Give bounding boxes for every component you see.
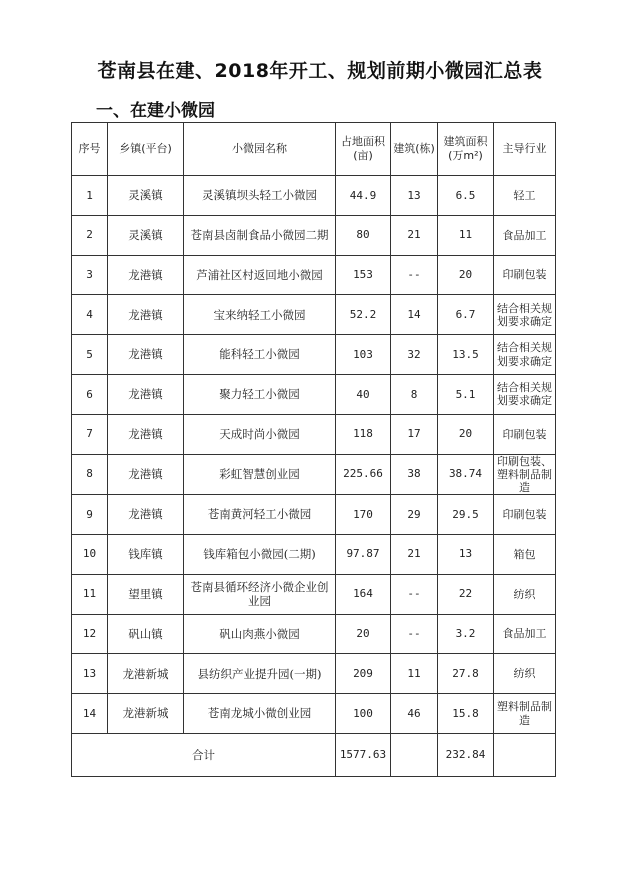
cell-industry: 印刷包装: [494, 414, 556, 454]
cell-floor-area: 22: [438, 574, 494, 614]
cell-area: 209: [336, 654, 391, 694]
cell-name: 苍南龙城小微创业园: [184, 694, 336, 734]
cell-floor-area: 13: [438, 534, 494, 574]
cell-floor-area: 11: [438, 215, 494, 255]
cell-index: 4: [72, 295, 108, 335]
cell-floor-area: 20: [438, 414, 494, 454]
cell-industry: 食品加工: [494, 614, 556, 654]
cell-town: 钱库镇: [108, 534, 184, 574]
cell-name: 灵溪镇坝头轻工小微园: [184, 176, 336, 216]
cell-buildings: 17: [391, 414, 438, 454]
cell-buildings: 46: [391, 694, 438, 734]
cell-area: 40: [336, 374, 391, 414]
cell-area: 103: [336, 335, 391, 375]
cell-buildings: 13: [391, 176, 438, 216]
cell-industry: 结合相关规划要求确定: [494, 295, 556, 335]
cell-name: 芦浦社区村返回地小微园: [184, 255, 336, 295]
table-row: [72, 574, 556, 614]
cell-index: 5: [72, 335, 108, 375]
cell-floor-area: 29.5: [438, 495, 494, 535]
cell-index: 6: [72, 374, 108, 414]
summary-table: [71, 122, 556, 777]
cell-name: 苍南县循环经济小微企业创业园: [184, 574, 336, 614]
cell-town: 矾山镇: [108, 614, 184, 654]
cell-buildings: 14: [391, 295, 438, 335]
cell-area: 225.66: [336, 454, 391, 495]
cell-town: 龙港镇: [108, 495, 184, 535]
cell-buildings: --: [391, 614, 438, 654]
cell-buildings: --: [391, 574, 438, 614]
cell-floor-area: 27.8: [438, 654, 494, 694]
cell-buildings: 21: [391, 534, 438, 574]
cell-buildings: --: [391, 255, 438, 295]
cell-buildings: 38: [391, 454, 438, 495]
cell-index: 2: [72, 215, 108, 255]
cell-floor-area: 6.7: [438, 295, 494, 335]
cell-floor-area: 5.1: [438, 374, 494, 414]
table-row: [72, 654, 556, 694]
table-row: [72, 414, 556, 454]
cell-area: 97.87: [336, 534, 391, 574]
cell-index: 1: [72, 176, 108, 216]
cell-name: 聚力轻工小微园: [184, 374, 336, 414]
cell-industry: 纺织: [494, 574, 556, 614]
cell-floor-area: 20: [438, 255, 494, 295]
cell-town: 灵溪镇: [108, 176, 184, 216]
cell-floor-area: 15.8: [438, 694, 494, 734]
cell-index: 12: [72, 614, 108, 654]
cell-town: 龙港镇: [108, 374, 184, 414]
cell-town: 龙港镇: [108, 295, 184, 335]
cell-area: 52.2: [336, 295, 391, 335]
cell-industry: 纺织: [494, 654, 556, 694]
cell-index: 13: [72, 654, 108, 694]
cell-industry: 箱包: [494, 534, 556, 574]
header-floor-area: 建筑面积(万m²): [438, 123, 494, 176]
total-industry: [494, 733, 556, 776]
cell-industry: 印刷包装: [494, 255, 556, 295]
header-index: 序号: [72, 123, 108, 176]
cell-area: 20: [336, 614, 391, 654]
cell-floor-area: 38.74: [438, 454, 494, 495]
cell-index: 11: [72, 574, 108, 614]
cell-name: 县纺织产业提升园(一期): [184, 654, 336, 694]
table-row: [72, 534, 556, 574]
cell-name: 能科轻工小微园: [184, 335, 336, 375]
cell-area: 100: [336, 694, 391, 734]
cell-area: 164: [336, 574, 391, 614]
table-body: [72, 176, 556, 777]
total-floor-area: 232.84: [438, 733, 494, 776]
table-header-row: [72, 123, 556, 176]
cell-index: 8: [72, 454, 108, 495]
cell-name: 苍南黄河轻工小微园: [184, 495, 336, 535]
cell-floor-area: 3.2: [438, 614, 494, 654]
cell-buildings: 29: [391, 495, 438, 535]
table-row: [72, 215, 556, 255]
cell-industry: 结合相关规划要求确定: [494, 374, 556, 414]
table-row: [72, 614, 556, 654]
total-buildings: [391, 733, 438, 776]
table-row: [72, 295, 556, 335]
cell-name: 钱库箱包小微园(二期): [184, 534, 336, 574]
cell-area: 44.9: [336, 176, 391, 216]
cell-industry: 食品加工: [494, 215, 556, 255]
cell-buildings: 11: [391, 654, 438, 694]
cell-floor-area: 6.5: [438, 176, 494, 216]
total-row: [72, 733, 556, 776]
table-row: [72, 335, 556, 375]
cell-town: 龙港镇: [108, 255, 184, 295]
cell-name: 天成时尚小微园: [184, 414, 336, 454]
table-row: [72, 255, 556, 295]
cell-town: 灵溪镇: [108, 215, 184, 255]
cell-buildings: 32: [391, 335, 438, 375]
table-row: [72, 495, 556, 535]
cell-area: 170: [336, 495, 391, 535]
header-area: 占地面积(亩): [336, 123, 391, 176]
cell-buildings: 21: [391, 215, 438, 255]
header-name: 小微园名称: [184, 123, 336, 176]
table-row: [72, 374, 556, 414]
cell-floor-area: 13.5: [438, 335, 494, 375]
cell-town: 龙港新城: [108, 654, 184, 694]
cell-town: 望里镇: [108, 574, 184, 614]
total-label: 合计: [72, 733, 336, 776]
cell-town: 龙港镇: [108, 454, 184, 495]
cell-index: 14: [72, 694, 108, 734]
section-heading: 一、在建小微园: [96, 101, 215, 121]
table-row: [72, 694, 556, 734]
cell-name: 彩虹智慧创业园: [184, 454, 336, 495]
cell-area: 118: [336, 414, 391, 454]
cell-name: 苍南县卤制食品小微园二期: [184, 215, 336, 255]
header-buildings: 建筑(栋): [391, 123, 438, 176]
cell-index: 7: [72, 414, 108, 454]
header-town: 乡镇(平台): [108, 123, 184, 176]
header-industry: 主导行业: [494, 123, 556, 176]
cell-industry: 结合相关规划要求确定: [494, 335, 556, 375]
document-title: 苍南县在建、2018年开工、规划前期小微园汇总表: [97, 60, 543, 82]
cell-industry: 印刷包装: [494, 495, 556, 535]
cell-area: 153: [336, 255, 391, 295]
cell-buildings: 8: [391, 374, 438, 414]
cell-name: 宝来纳轻工小微园: [184, 295, 336, 335]
cell-index: 9: [72, 495, 108, 535]
cell-town: 龙港镇: [108, 335, 184, 375]
cell-industry: 塑料制品制造: [494, 694, 556, 734]
cell-area: 80: [336, 215, 391, 255]
cell-index: 3: [72, 255, 108, 295]
table-row: [72, 454, 556, 495]
total-area: 1577.63: [336, 733, 391, 776]
cell-town: 龙港镇: [108, 414, 184, 454]
table-row: [72, 176, 556, 216]
cell-industry: 轻工: [494, 176, 556, 216]
cell-name: 矾山肉燕小微园: [184, 614, 336, 654]
cell-town: 龙港新城: [108, 694, 184, 734]
cell-industry: 印刷包装、塑料制品制造: [494, 454, 556, 495]
cell-index: 10: [72, 534, 108, 574]
